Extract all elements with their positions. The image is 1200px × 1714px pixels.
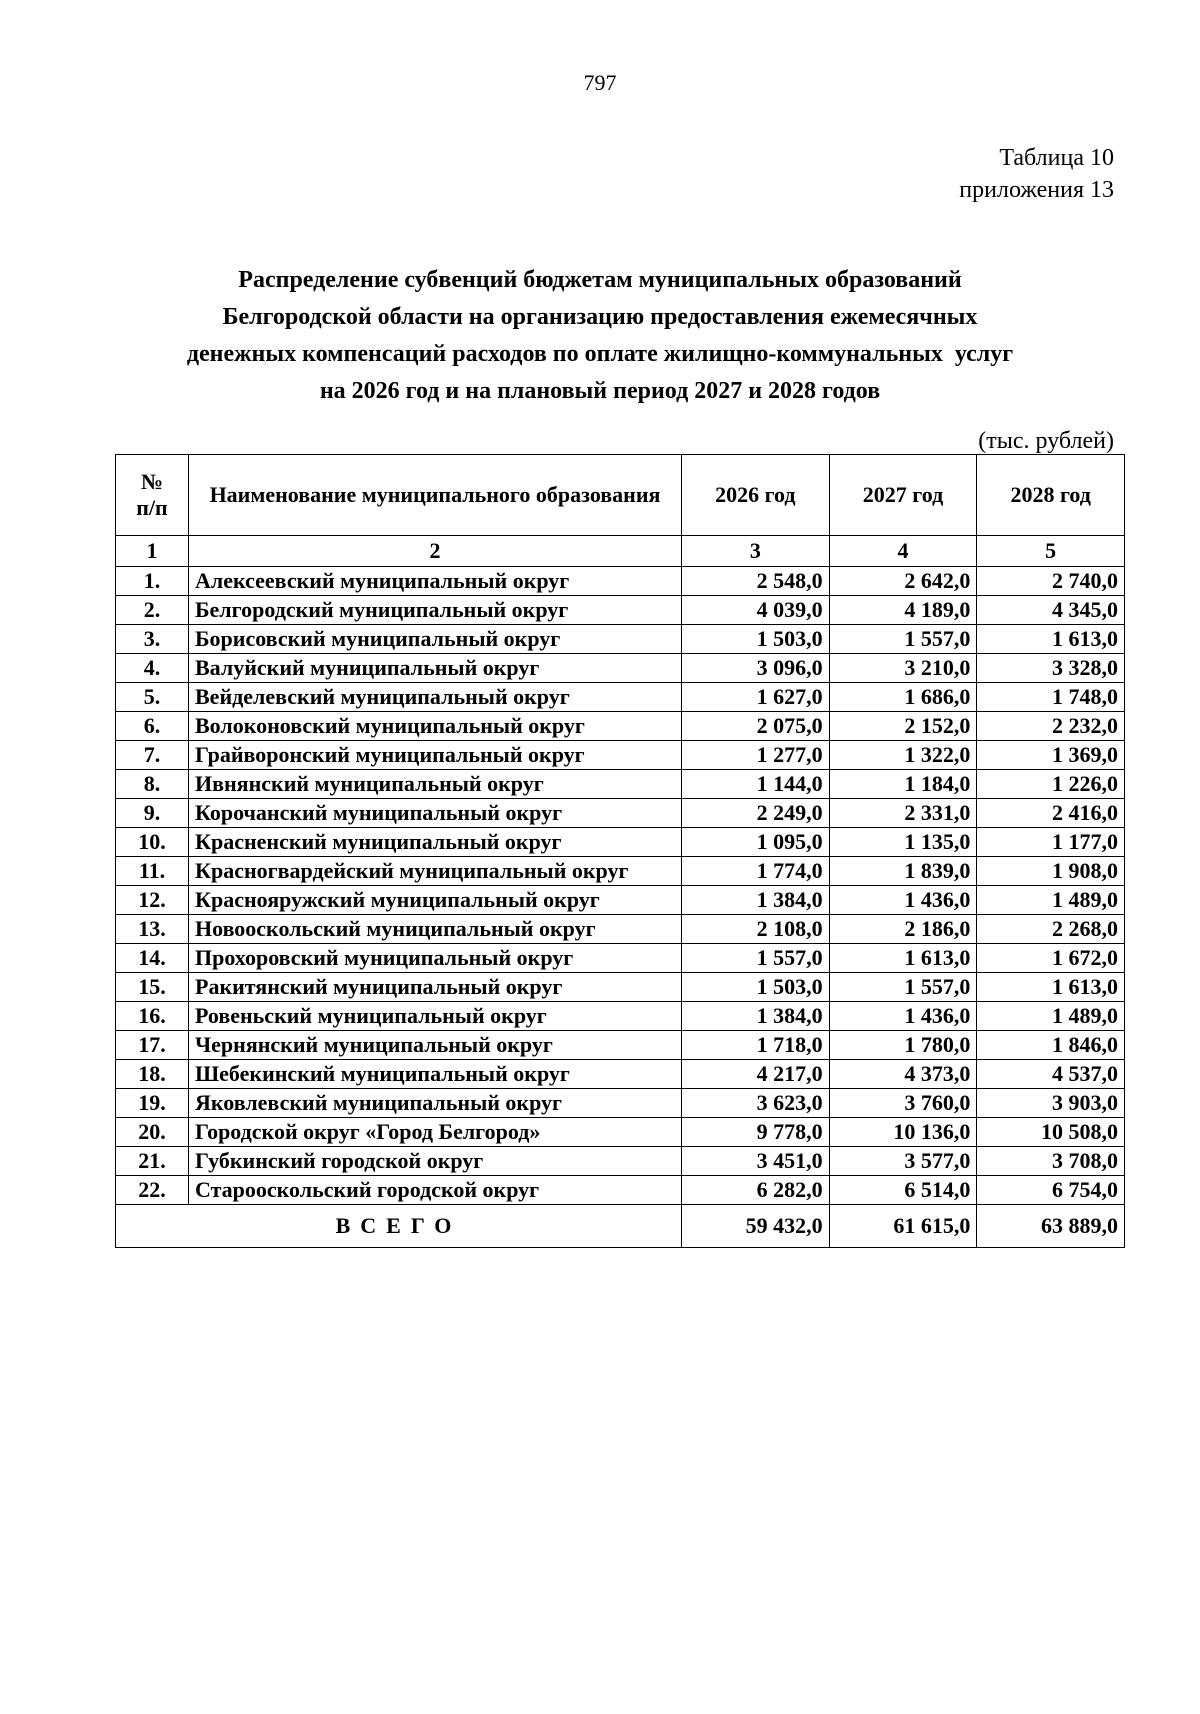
table-row	[116, 973, 1125, 1002]
row-number: 18.	[116, 1060, 189, 1089]
column-number: 5	[977, 536, 1125, 567]
value-2026: 3 451,0	[682, 1147, 830, 1176]
value-2026: 3 623,0	[682, 1089, 830, 1118]
row-number: 1.	[116, 567, 189, 596]
column-number-row	[116, 536, 1125, 567]
table-row	[116, 915, 1125, 944]
header-no: № п/п	[116, 455, 189, 536]
row-number: 15.	[116, 973, 189, 1002]
title-line1: Распределение субвенций бюджетам муниципальных образований	[238, 267, 962, 293]
value-2028: 1 177,0	[977, 828, 1125, 857]
value-2026: 1 384,0	[682, 886, 830, 915]
value-2027: 1 557,0	[829, 973, 977, 1002]
value-2028: 1 613,0	[977, 973, 1125, 1002]
value-2028: 1 908,0	[977, 857, 1125, 886]
row-number: 17.	[116, 1031, 189, 1060]
value-2026: 6 282,0	[682, 1176, 830, 1205]
header-name: Наименование муниципального образования	[189, 455, 682, 536]
subvention-table	[115, 454, 1125, 1248]
table-row	[116, 741, 1125, 770]
value-2028: 1 226,0	[977, 770, 1125, 799]
row-number: 11.	[116, 857, 189, 886]
table-row	[116, 1002, 1125, 1031]
value-2026: 3 096,0	[682, 654, 830, 683]
municipality-name: Красненский муниципальный округ	[189, 828, 682, 857]
value-2027: 1 686,0	[829, 683, 977, 712]
municipality-name: Белгородский муниципальный округ	[189, 596, 682, 625]
value-2027: 1 436,0	[829, 886, 977, 915]
column-number: 2	[189, 536, 682, 567]
value-2027: 1 780,0	[829, 1031, 977, 1060]
value-2027: 4 373,0	[829, 1060, 977, 1089]
column-number: 4	[829, 536, 977, 567]
municipality-name: Городской округ «Город Белгород»	[189, 1118, 682, 1147]
value-2027: 2 152,0	[829, 712, 977, 741]
header-2028: 2028 год	[977, 455, 1125, 536]
value-2027: 1 322,0	[829, 741, 977, 770]
municipality-name: Волоконовский муниципальный округ	[189, 712, 682, 741]
table-row	[116, 944, 1125, 973]
table-ref-line1: Таблица 10	[999, 145, 1114, 171]
total-2026: 59 432,0	[682, 1205, 830, 1248]
total-2027: 61 615,0	[829, 1205, 977, 1248]
value-2028: 1 369,0	[977, 741, 1125, 770]
row-number: 7.	[116, 741, 189, 770]
total-label: ВСЕГО	[116, 1205, 682, 1248]
municipality-name: Старооскольский городской округ	[189, 1176, 682, 1205]
value-2027: 1 557,0	[829, 625, 977, 654]
value-2028: 1 489,0	[977, 1002, 1125, 1031]
table-row	[116, 799, 1125, 828]
value-2027: 3 760,0	[829, 1089, 977, 1118]
value-2026: 2 075,0	[682, 712, 830, 741]
value-2026: 1 503,0	[682, 973, 830, 1002]
row-number: 6.	[116, 712, 189, 741]
total-row	[116, 1205, 1125, 1248]
value-2027: 2 186,0	[829, 915, 977, 944]
value-2026: 1 277,0	[682, 741, 830, 770]
row-number: 3.	[116, 625, 189, 654]
table-header-row	[116, 455, 1125, 536]
row-number: 8.	[116, 770, 189, 799]
table-row	[116, 596, 1125, 625]
table-row	[116, 828, 1125, 857]
value-2028: 2 416,0	[977, 799, 1125, 828]
value-2026: 4 039,0	[682, 596, 830, 625]
value-2028: 3 708,0	[977, 1147, 1125, 1176]
row-number: 19.	[116, 1089, 189, 1118]
value-2026: 1 774,0	[682, 857, 830, 886]
table-row	[116, 770, 1125, 799]
row-number: 12.	[116, 886, 189, 915]
value-2028: 1 748,0	[977, 683, 1125, 712]
municipality-name: Грайворонский муниципальный округ	[189, 741, 682, 770]
value-2026: 1 384,0	[682, 1002, 830, 1031]
row-number: 9.	[116, 799, 189, 828]
column-number: 1	[116, 536, 189, 567]
value-2027: 1 184,0	[829, 770, 977, 799]
row-number: 22.	[116, 1176, 189, 1205]
municipality-name: Вейделевский муниципальный округ	[189, 683, 682, 712]
municipality-name: Чернянский муниципальный округ	[189, 1031, 682, 1060]
value-2026: 1 627,0	[682, 683, 830, 712]
table-row	[116, 1089, 1125, 1118]
column-number: 3	[682, 536, 830, 567]
value-2028: 6 754,0	[977, 1176, 1125, 1205]
table-row	[116, 886, 1125, 915]
row-number: 21.	[116, 1147, 189, 1176]
row-number: 4.	[116, 654, 189, 683]
title-line2: Белгородской области на организацию предоставления ежемесячных	[222, 304, 978, 330]
municipality-name: Борисовский муниципальный округ	[189, 625, 682, 654]
value-2028: 3 903,0	[977, 1089, 1125, 1118]
municipality-name: Губкинский городской округ	[189, 1147, 682, 1176]
table-row	[116, 1060, 1125, 1089]
value-2027: 4 189,0	[829, 596, 977, 625]
table-row	[116, 712, 1125, 741]
table-row	[116, 683, 1125, 712]
municipality-name: Шебекинский муниципальный округ	[189, 1060, 682, 1089]
value-2027: 1 613,0	[829, 944, 977, 973]
value-2026: 2 108,0	[682, 915, 830, 944]
row-number: 13.	[116, 915, 189, 944]
value-2028: 4 345,0	[977, 596, 1125, 625]
table-row	[116, 654, 1125, 683]
table-reference	[959, 142, 1114, 206]
value-2027: 3 210,0	[829, 654, 977, 683]
value-2028: 4 537,0	[977, 1060, 1125, 1089]
table-row	[116, 1176, 1125, 1205]
value-2027: 1 436,0	[829, 1002, 977, 1031]
municipality-name: Краснояружский муниципальный округ	[189, 886, 682, 915]
table-row	[116, 857, 1125, 886]
value-2027: 3 577,0	[829, 1147, 977, 1176]
value-2026: 4 217,0	[682, 1060, 830, 1089]
value-2026: 1 718,0	[682, 1031, 830, 1060]
municipality-name: Ракитянский муниципальный округ	[189, 973, 682, 1002]
municipality-name: Ивнянский муниципальный округ	[189, 770, 682, 799]
value-2027: 1 135,0	[829, 828, 977, 857]
municipality-name: Яковлевский муниципальный округ	[189, 1089, 682, 1118]
table-row	[116, 1118, 1125, 1147]
row-number: 2.	[116, 596, 189, 625]
value-2026: 1 095,0	[682, 828, 830, 857]
value-2026: 1 557,0	[682, 944, 830, 973]
value-2026: 2 548,0	[682, 567, 830, 596]
value-2026: 1 144,0	[682, 770, 830, 799]
row-number: 10.	[116, 828, 189, 857]
header-2027: 2027 год	[829, 455, 977, 536]
municipality-name: Прохоровский муниципальный округ	[189, 944, 682, 973]
value-2026: 1 503,0	[682, 625, 830, 654]
value-2028: 10 508,0	[977, 1118, 1125, 1147]
value-2028: 1 672,0	[977, 944, 1125, 973]
value-2027: 10 136,0	[829, 1118, 977, 1147]
value-2027: 2 331,0	[829, 799, 977, 828]
municipality-name: Валуйский муниципальный округ	[189, 654, 682, 683]
value-2028: 1 613,0	[977, 625, 1125, 654]
row-number: 20.	[116, 1118, 189, 1147]
municipality-name: Красногвардейский муниципальный округ	[189, 857, 682, 886]
value-2027: 2 642,0	[829, 567, 977, 596]
page-number: 797	[583, 70, 617, 95]
table-row	[116, 1031, 1125, 1060]
value-2027: 6 514,0	[829, 1176, 977, 1205]
value-2027: 1 839,0	[829, 857, 977, 886]
value-2028: 1 489,0	[977, 886, 1125, 915]
row-number: 14.	[116, 944, 189, 973]
row-number: 5.	[116, 683, 189, 712]
table-body	[116, 536, 1125, 1205]
value-2026: 9 778,0	[682, 1118, 830, 1147]
value-2028: 2 268,0	[977, 915, 1125, 944]
title-line3: денежных компенсаций расходов по оплате жилищно-коммунальных услуг	[186, 341, 1014, 367]
title-line4: на 2026 год и на плановый период 2027 и 2028 годов	[319, 378, 881, 404]
header-2026: 2026 год	[682, 455, 830, 536]
municipality-name: Новооскольский муниципальный округ	[189, 915, 682, 944]
document-title	[100, 262, 1100, 410]
table-row	[116, 625, 1125, 654]
value-2028: 3 328,0	[977, 654, 1125, 683]
row-number: 16.	[116, 1002, 189, 1031]
value-2028: 1 846,0	[977, 1031, 1125, 1060]
municipality-name: Корочанский муниципальный округ	[189, 799, 682, 828]
units-label: (тыс. рублей)	[978, 428, 1114, 454]
total-2028: 63 889,0	[977, 1205, 1125, 1248]
value-2026: 2 249,0	[682, 799, 830, 828]
value-2028: 2 740,0	[977, 567, 1125, 596]
table-row	[116, 1147, 1125, 1176]
table-ref-line2: приложения 13	[959, 177, 1114, 203]
table-row	[116, 567, 1125, 596]
value-2028: 2 232,0	[977, 712, 1125, 741]
municipality-name: Алексеевский муниципальный округ	[189, 567, 682, 596]
municipality-name: Ровеньский муниципальный округ	[189, 1002, 682, 1031]
